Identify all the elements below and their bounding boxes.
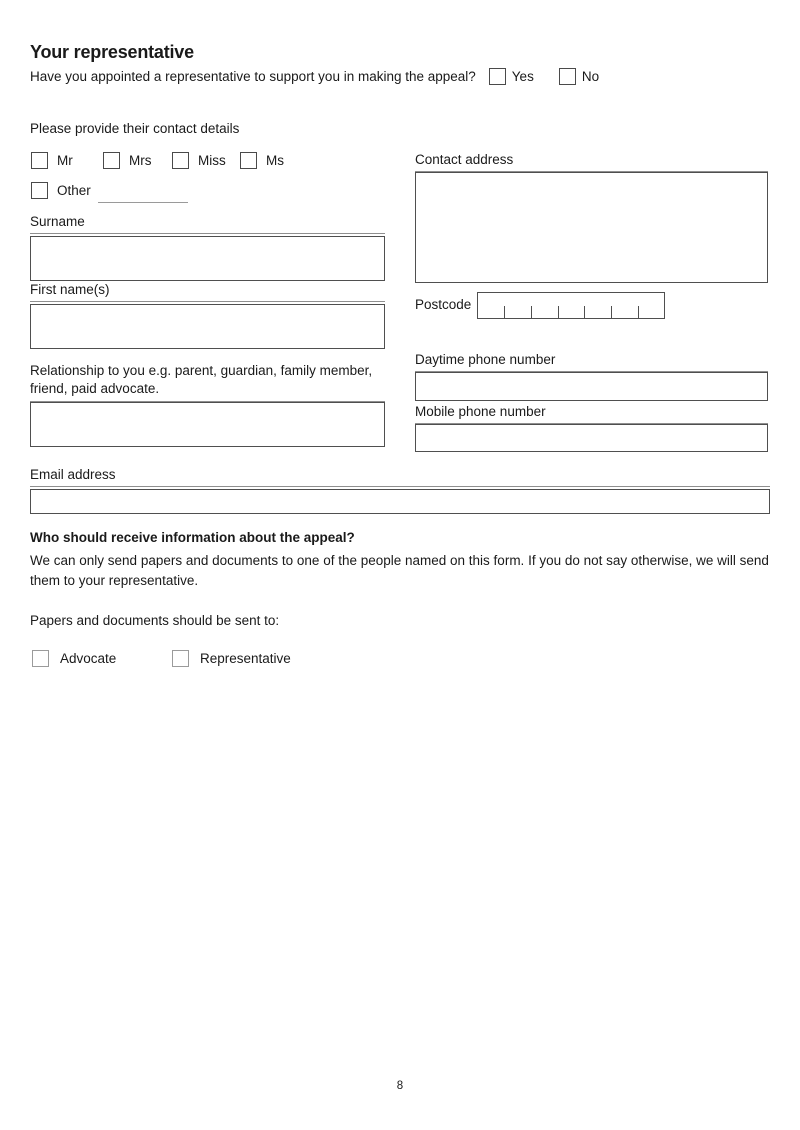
postcode-cell-divider bbox=[638, 306, 639, 318]
mobile-phone-label: Mobile phone number bbox=[415, 403, 768, 424]
mobile-phone-field bbox=[415, 403, 768, 452]
relationship-label: Relationship to you e.g. parent, guardian, family member, friend, paid advocate. bbox=[30, 362, 385, 402]
no-label: No bbox=[581, 68, 600, 84]
ms-checkbox[interactable] bbox=[240, 152, 257, 169]
mrs-label: Mrs bbox=[129, 153, 152, 168]
recipient-option-representative bbox=[172, 650, 291, 667]
daytime-phone-label: Daytime phone number bbox=[415, 351, 768, 372]
page-title: Your representative bbox=[30, 42, 194, 62]
surname-input[interactable] bbox=[30, 236, 385, 281]
relationship-input[interactable] bbox=[30, 402, 385, 447]
daytime-phone-field bbox=[415, 351, 768, 401]
email-field bbox=[30, 466, 770, 514]
postcode-cell-divider bbox=[558, 306, 559, 318]
yes-label: Yes bbox=[511, 68, 534, 84]
advocate-label: Advocate bbox=[60, 651, 117, 666]
relationship-field bbox=[30, 362, 385, 447]
surname-label: Surname bbox=[30, 213, 385, 234]
postcode-label: Postcode bbox=[415, 297, 472, 312]
representative-checkbox[interactable] bbox=[172, 650, 189, 667]
appointed-question-text: Have you appointed a representative to support you in making the appeal? bbox=[30, 68, 476, 84]
email-label: Email address bbox=[30, 466, 770, 487]
recipient-section-heading: Who should receive information about the appeal? bbox=[30, 530, 355, 545]
representative-label: Representative bbox=[200, 651, 291, 666]
mrs-checkbox[interactable] bbox=[103, 152, 120, 169]
contact-address-field bbox=[415, 151, 768, 283]
advocate-checkbox[interactable] bbox=[32, 650, 49, 667]
email-input[interactable] bbox=[30, 489, 770, 514]
appointed-question-row bbox=[30, 66, 599, 86]
yes-checkbox[interactable] bbox=[489, 68, 506, 85]
other-checkbox[interactable] bbox=[31, 182, 48, 199]
ms-label: Ms bbox=[266, 153, 284, 168]
mr-label: Mr bbox=[57, 153, 73, 168]
mr-checkbox[interactable] bbox=[31, 152, 48, 169]
postcode-cell-divider bbox=[504, 306, 505, 318]
title-option-other bbox=[31, 182, 91, 199]
contact-address-input[interactable] bbox=[415, 172, 768, 283]
title-option-mr bbox=[31, 152, 73, 169]
title-option-ms bbox=[240, 152, 284, 169]
recipient-option-advocate bbox=[32, 650, 116, 667]
other-title-input[interactable] bbox=[98, 183, 188, 203]
daytime-phone-input[interactable] bbox=[415, 372, 768, 401]
postcode-cell-divider bbox=[611, 306, 612, 318]
contact-details-intro: Please provide their contact details bbox=[30, 121, 240, 136]
postcode-cell-divider bbox=[584, 306, 585, 318]
mobile-phone-input[interactable] bbox=[415, 424, 768, 452]
first-names-label: First name(s) bbox=[30, 281, 385, 302]
miss-checkbox[interactable] bbox=[172, 152, 189, 169]
no-checkbox[interactable] bbox=[559, 68, 576, 85]
postcode-cell-divider bbox=[531, 306, 532, 318]
surname-field bbox=[30, 213, 385, 281]
title-option-miss bbox=[172, 152, 226, 169]
first-names-field bbox=[30, 281, 385, 349]
title-option-mrs bbox=[103, 152, 152, 169]
recipient-prompt: Papers and documents should be sent to: bbox=[30, 613, 280, 628]
page-number: 8 bbox=[396, 1080, 404, 1092]
contact-address-label: Contact address bbox=[415, 151, 768, 172]
recipient-section-body: We can only send papers and documents to one of the people named on this form. If you do not say otherwise, we will send them to your representative. bbox=[30, 553, 769, 588]
postcode-input[interactable] bbox=[477, 292, 665, 319]
first-names-input[interactable] bbox=[30, 304, 385, 349]
other-label: Other bbox=[57, 183, 91, 198]
miss-label: Miss bbox=[198, 153, 226, 168]
